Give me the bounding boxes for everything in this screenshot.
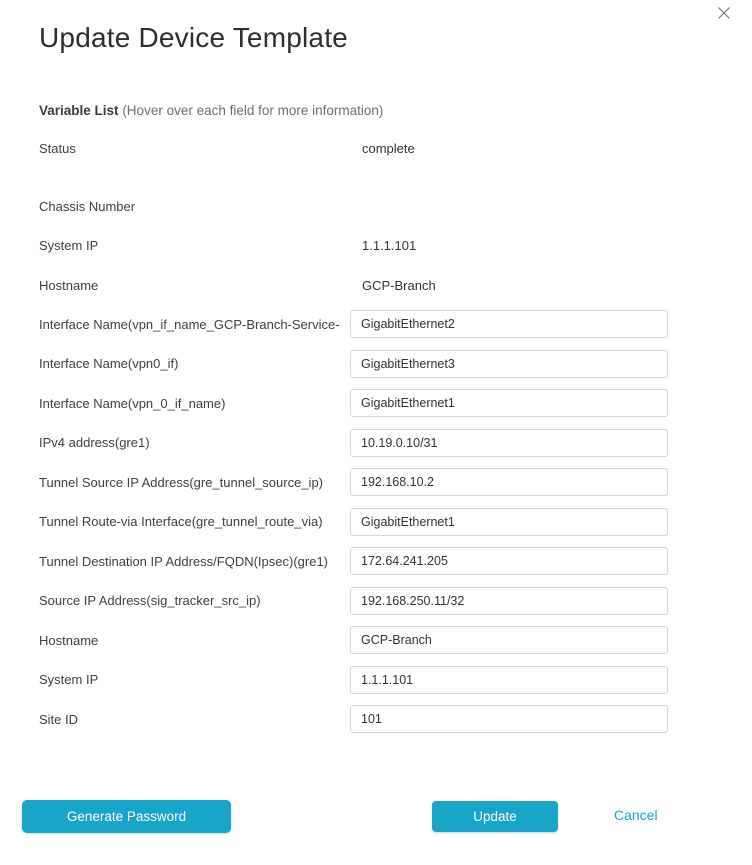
tunnel-source-ip-label: Tunnel Source IP Address(gre_tunnel_source_ip) xyxy=(39,474,324,490)
row-source-ip-tracker xyxy=(39,587,668,615)
row-system-ip-editable xyxy=(39,666,668,694)
tunnel-route-via-input[interactable] xyxy=(350,508,668,536)
hostname-input[interactable] xyxy=(350,626,668,654)
status-value: complete xyxy=(362,141,415,156)
ipv4-address-gre1-label: IPv4 address(gre1) xyxy=(39,435,150,450)
source-ip-tracker-input[interactable] xyxy=(350,587,668,615)
dialog-title: Update Device Template xyxy=(39,22,348,53)
generate-password-button[interactable]: Generate Password xyxy=(22,800,231,833)
interface-name-service-input[interactable] xyxy=(350,310,668,338)
site-id-label: Site ID xyxy=(39,711,79,727)
row-interface-name-vpn0-if xyxy=(39,350,668,378)
row-system-ip xyxy=(39,237,668,254)
row-hostname xyxy=(39,277,668,294)
hostname-label: Hostname xyxy=(39,278,99,293)
row-tunnel-source-ip xyxy=(39,468,668,496)
cancel-button[interactable]: Cancel xyxy=(614,807,658,823)
system-ip-editable-label: System IP xyxy=(39,672,99,687)
interface-name-vpn0-if-label: Interface Name(vpn0_if) xyxy=(39,356,179,371)
interface-name-service-label: Interface Name(vpn_if_name_GCP-Branch-Service- xyxy=(39,316,340,332)
row-tunnel-destination-ip xyxy=(39,547,668,575)
site-id-input[interactable] xyxy=(350,705,668,733)
variable-list-note: (Hover over each field for more information) xyxy=(122,103,384,118)
interface-name-vpn-0-if-name-label: Interface Name(vpn_0_if_name) xyxy=(39,395,226,411)
close-icon[interactable] xyxy=(716,5,732,21)
chassis-number-label: Chassis Number xyxy=(39,199,136,214)
tunnel-route-via-label: Tunnel Route-via Interface(gre_tunnel_route_via) xyxy=(39,514,323,529)
system-ip-input[interactable] xyxy=(350,666,668,694)
variable-list-heading xyxy=(39,103,713,119)
row-tunnel-route-via xyxy=(39,508,668,536)
interface-name-vpn0-if-input[interactable] xyxy=(350,350,668,378)
hostname-editable-label: Hostname xyxy=(39,632,99,648)
row-hostname-editable xyxy=(39,626,668,654)
tunnel-destination-ip-input[interactable] xyxy=(350,547,668,575)
variable-rows xyxy=(39,140,668,733)
tunnel-destination-ip-label: Tunnel Destination IP Address/FQDN(Ipsec)(gre1) xyxy=(39,553,329,569)
row-chassis-number xyxy=(39,198,668,215)
row-ipv4-address-gre1 xyxy=(39,429,668,457)
row-site-id xyxy=(39,705,668,733)
variable-list-label: Variable List xyxy=(39,103,119,118)
system-ip-value: 1.1.1.101 xyxy=(362,238,417,253)
interface-name-vpn-0-if-name-input[interactable] xyxy=(350,389,668,417)
dialog-footer xyxy=(0,800,752,833)
hostname-value: GCP-Branch xyxy=(362,278,436,293)
status-label: Status xyxy=(39,141,76,156)
system-ip-label: System IP xyxy=(39,238,99,253)
update-button[interactable]: Update xyxy=(432,801,558,832)
row-interface-name-vpn-0-if-name xyxy=(39,389,668,417)
row-status xyxy=(39,140,668,157)
tunnel-source-ip-input[interactable] xyxy=(350,468,668,496)
ipv4-address-gre1-input[interactable] xyxy=(350,429,668,457)
source-ip-tracker-label: Source IP Address(sig_tracker_src_ip) xyxy=(39,593,261,608)
row-interface-name-service xyxy=(39,310,668,338)
